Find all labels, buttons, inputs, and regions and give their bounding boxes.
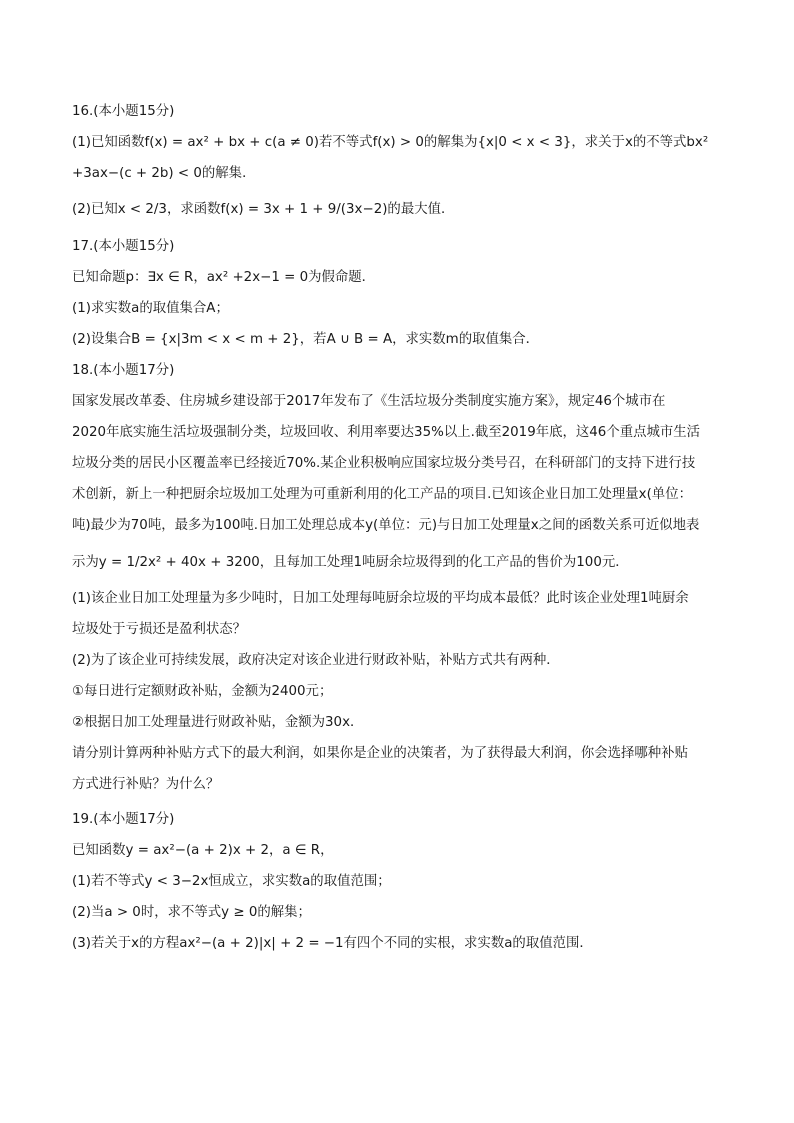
problem-16-part-1-line-1: (1)已知函数f(x) = ax² + bx + c(a ≠ 0)若不等式f(x) > 0的解集为{x|0 < x < 3}，求关于x的不等式bx²	[72, 135, 709, 150]
problem-18-part-1-line-1: (1)该企业日加工处理量为多少吨时，日加工处理每吨厨余垃圾的平均成本最低？此时该企业处理1吨厨余	[72, 591, 689, 606]
problem-17-heading: 17.(本小题15分)	[72, 239, 175, 254]
problem-18-part-2-line-2: 请分别计算两种补贴方式下的最大利润，如果你是企业的决策者，为了获得最大利润，你会选择哪种补贴	[72, 746, 688, 761]
problem-17-part-1: (1)求实数a的取值集合A；	[72, 301, 229, 316]
problem-18-part-1-line-2: 垃圾处于亏损还是盈利状态？	[72, 622, 247, 637]
problem-19-statement: 已知函数y = ax²−(a + 2)x + 2，a ∈ R，	[72, 843, 334, 858]
problem-18-option-1: ①每日进行定额财政补贴，金额为2400元；	[72, 684, 333, 699]
problem-16-part-2: (2)已知x < 2/3，求函数f(x) = 3x + 1 + 9/(3x−2)的最大值．	[72, 202, 455, 217]
problem-18-text-line-6: 示为y = 1/2x² + 40x + 3200，且每加工处理1吨厨余垃圾得到的化工产品的售价为100元．	[72, 555, 629, 570]
problem-18-text-line-5: 吨)最少为70吨，最多为100吨.日加工处理总成本y(单位：元)与日加工处理量x之间的函数关系可近似地表	[72, 518, 700, 533]
problem-19-part-3: (3)若关于x的方程ax²−(a + 2)|x| + 2 = −1有四个不同的实根，求实数a的取值范围．	[72, 936, 593, 951]
problem-16-heading: 16.(本小题15分)	[72, 104, 175, 119]
problem-17-statement: 已知命题p：∃x ∈ R，ax² +2x−1 = 0为假命题．	[72, 270, 376, 285]
problem-18-part-2-line-1: (2)为了该企业可持续发展，政府决定对该企业进行财政补贴，补贴方式共有两种．	[72, 653, 560, 668]
problem-19-part-1: (1)若不等式y < 3−2x恒成立，求实数a的取值范围；	[72, 874, 391, 889]
problem-18-heading: 18.(本小题17分)	[72, 363, 175, 378]
problem-18-text-line-4: 术创新，新上一种把厨余垃圾加工处理为可重新利用的化工产品的项目.已知该企业日加工处理量x(单位：	[72, 487, 692, 502]
problem-17-part-2: (2)设集合B = {x|3m < x < m + 2}，若A ∪ B = A，求实数m的取值集合．	[72, 332, 540, 347]
problem-19-part-2: (2)当a > 0时，求不等式y ≥ 0的解集；	[72, 905, 311, 920]
problem-18-text-line-1: 国家发展改革委、住房城乡建设部于2017年发布了《生活垃圾分类制度实施方案》，规定46个城市在	[72, 394, 666, 409]
problem-16-part-1-line-2: +3ax−(c + 2b) < 0的解集．	[72, 166, 256, 181]
problem-18-part-2-line-3: 方式进行补贴？为什么？	[72, 777, 220, 792]
problem-19-heading: 19.(本小题17分)	[72, 812, 175, 827]
problem-18-option-2: ②根据日加工处理量进行财政补贴，金额为30x．	[72, 715, 364, 730]
problem-18-text-line-2: 2020年底实施生活垃圾强制分类，垃圾回收、利用率要达35%以上.截至2019年底，这46个重点城市生活	[72, 425, 701, 440]
problem-18-text-line-3: 垃圾分类的居民小区覆盖率已经接近70%.某企业积极响应国家垃圾分类号召，在科研部门的支持下进行技	[72, 456, 696, 471]
